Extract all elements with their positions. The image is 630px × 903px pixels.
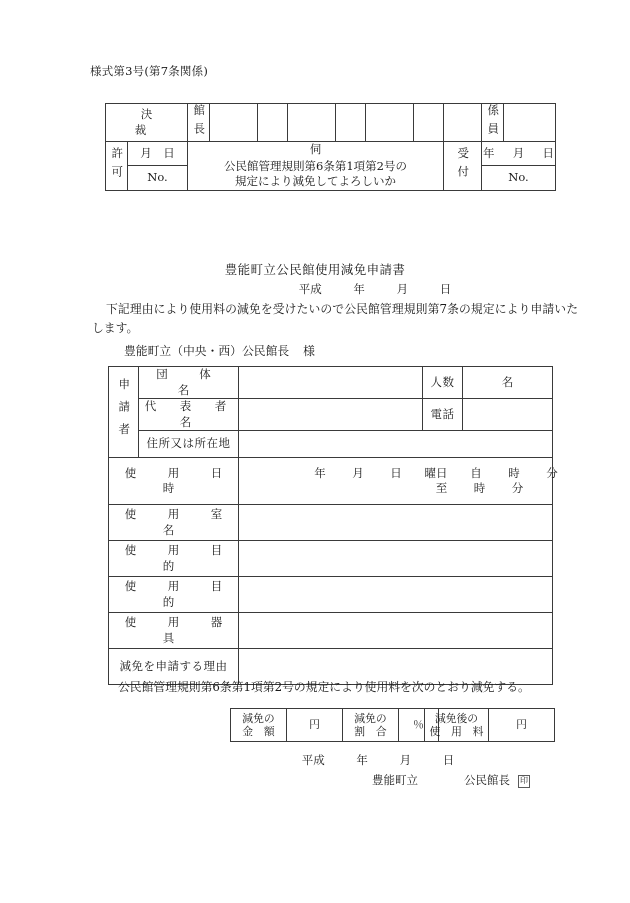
footer-signature-title: 公民館長 (464, 773, 510, 787)
table-row-equipment (109, 613, 553, 649)
table-row-room-name (109, 505, 553, 541)
label-room-name (109, 505, 254, 541)
staff-cell (482, 104, 504, 142)
title-year: 年 (353, 282, 365, 296)
field-month: 月 (352, 465, 364, 480)
input-people-count[interactable]: 名 (463, 367, 553, 399)
input-purpose-2[interactable] (239, 577, 553, 613)
addressee-line (124, 342, 315, 359)
approval-blank-4[interactable] (336, 104, 366, 142)
closing-sentence: 公民館管理規則第6条第1項第2号の規定により使用料を次のとおり減免する。 (118, 680, 530, 694)
field-to: 至 (435, 481, 448, 496)
label-purpose-2-text: 使 用 目 的 (124, 579, 254, 609)
label-purpose-1 (109, 541, 254, 577)
input-use-datetime[interactable] (239, 458, 558, 505)
title-era: 平成 (298, 282, 322, 296)
ukagai-title: 伺 (309, 142, 322, 156)
field-year: 年 (314, 465, 326, 480)
title-day: 日 (439, 282, 452, 296)
footer-signature-prefix: 豊能町立 (372, 773, 418, 787)
input-representative[interactable] (239, 399, 423, 431)
table-row-representative (109, 399, 553, 431)
label-reduction-rate-l1: 減免の (354, 711, 387, 725)
decision-cell (106, 104, 188, 142)
input-phone[interactable] (463, 399, 553, 431)
input-equipment[interactable] (239, 613, 553, 649)
label-use-datetime-text: 使 用 日 時 (124, 465, 254, 496)
footer-year: 年 (356, 753, 368, 767)
input-purpose-1[interactable] (239, 541, 553, 577)
receipt-no-field[interactable]: No. (482, 166, 556, 190)
approval-blank-2[interactable] (258, 104, 288, 142)
input-reduction-amount[interactable]: 円 (287, 709, 343, 742)
decision-label: 決 裁 (134, 106, 188, 137)
label-purpose-2 (109, 577, 254, 613)
table-row-purpose-1 (109, 541, 553, 577)
label-reduction-rate-l2: 割 合 (354, 725, 387, 738)
field-hour-to: 時 (473, 481, 486, 496)
label-room-name-text: 使 用 室 名 (124, 507, 254, 537)
approval-blank-3[interactable] (288, 104, 336, 142)
addressee-honorific: 様 (303, 344, 315, 358)
table-row-use-datetime (109, 458, 553, 505)
label-address: 住所又は所在地 (139, 431, 239, 458)
footer-era: 平成 (301, 753, 325, 767)
use-datetime-row-2 (239, 481, 552, 497)
permit-cell (106, 142, 128, 191)
receipt-month: 月 (512, 145, 525, 160)
label-equipment-text: 使 用 器 具 (124, 615, 254, 645)
label-group-name: 団 体 名 (139, 367, 239, 399)
approval-blank-8[interactable] (504, 104, 556, 142)
label-reduction-amount (231, 709, 287, 742)
field-minute-from: 分 (546, 465, 558, 480)
field-minute-to: 分 (511, 481, 524, 496)
seal-icon: 印 (518, 775, 530, 788)
director-cell (188, 104, 210, 142)
staff-label: 係員 (486, 104, 501, 141)
receipt-date-field[interactable] (482, 142, 556, 166)
addressee-name: 豊能町立（中央・西）公民館長 (124, 344, 290, 358)
input-room-name[interactable] (239, 505, 553, 541)
input-group-name[interactable] (239, 367, 423, 399)
approval-blank-6[interactable] (414, 104, 444, 142)
label-use-datetime (109, 458, 254, 505)
applicant-label: 申請者 (117, 378, 132, 446)
footer-day: 日 (442, 753, 455, 767)
approval-row-permit (106, 142, 556, 166)
page-title: 豊能町立公民館使用減免申請書 (224, 262, 406, 277)
table-row-address (109, 431, 553, 458)
footer-date-line (0, 752, 630, 768)
receipt-cell (444, 142, 482, 191)
body-paragraph: 下記理由により使用料の減免を受けたいので公民館管理規則第7条の規定により申請いたします。 (92, 302, 578, 336)
field-weekday: 曜日 (424, 465, 448, 480)
input-address[interactable] (239, 431, 553, 458)
label-reason-text: 減免を申請する理由 (119, 658, 228, 673)
table-row-purpose-2 (109, 577, 553, 613)
label-reduction-amount-l2: 金 額 (242, 725, 275, 738)
label-phone: 電話 (423, 399, 463, 431)
approval-blank-5[interactable] (366, 104, 414, 142)
label-after-reduction-fee (425, 709, 489, 742)
label-equipment (109, 613, 254, 649)
ukagai-cell (188, 142, 444, 191)
label-people-count: 人数 (423, 367, 463, 399)
receipt-year: 年 (482, 145, 495, 160)
applicant-cell (109, 367, 139, 458)
field-day: 日 (390, 465, 402, 480)
receipt-label: 受付 (456, 147, 471, 185)
ukagai-line-1: 公民館管理規則第6条第1項第2号の (224, 158, 407, 173)
director-label: 館長 (192, 104, 207, 141)
label-purpose-1-text: 使 用 目 的 (124, 543, 254, 573)
footer-month: 月 (399, 753, 412, 767)
label-after-reduction-l2: 使 用 料 (429, 725, 484, 738)
field-from: 自 (470, 465, 482, 480)
approval-blank-1[interactable] (210, 104, 258, 142)
reduction-amount-table (230, 708, 439, 742)
title-month: 月 (396, 282, 409, 296)
approval-table (105, 103, 556, 191)
label-reduction-rate (343, 709, 399, 742)
label-representative: 代 表 者 名 (139, 399, 239, 431)
ukagai-line-2: 規定により減免してよろしいか (235, 174, 396, 189)
label-reduction-amount-l1: 減免の (242, 711, 275, 725)
title-date-line (0, 281, 630, 297)
field-hour-from: 時 (508, 465, 520, 480)
receipt-day: 日 (542, 145, 555, 160)
application-table (108, 366, 558, 685)
permit-date-field[interactable]: 月 日 (128, 142, 188, 166)
input-reduction-rate[interactable]: ％ (399, 709, 439, 742)
form-number: 様式第3号(第7条関係) (90, 64, 209, 78)
permit-no-field[interactable]: No. (128, 166, 188, 190)
table-row-group-name (109, 367, 553, 399)
reduction-row (231, 709, 439, 742)
approval-blank-7[interactable] (444, 104, 482, 142)
input-after-reduction-fee[interactable]: 円 (489, 709, 555, 742)
after-reduction-table (424, 708, 555, 742)
after-reduction-row (425, 709, 555, 742)
permit-label: 許可 (110, 147, 125, 185)
footer-signature-line (372, 772, 530, 788)
use-datetime-row-1 (239, 465, 558, 482)
label-after-reduction-l1: 減免後の (434, 711, 479, 725)
